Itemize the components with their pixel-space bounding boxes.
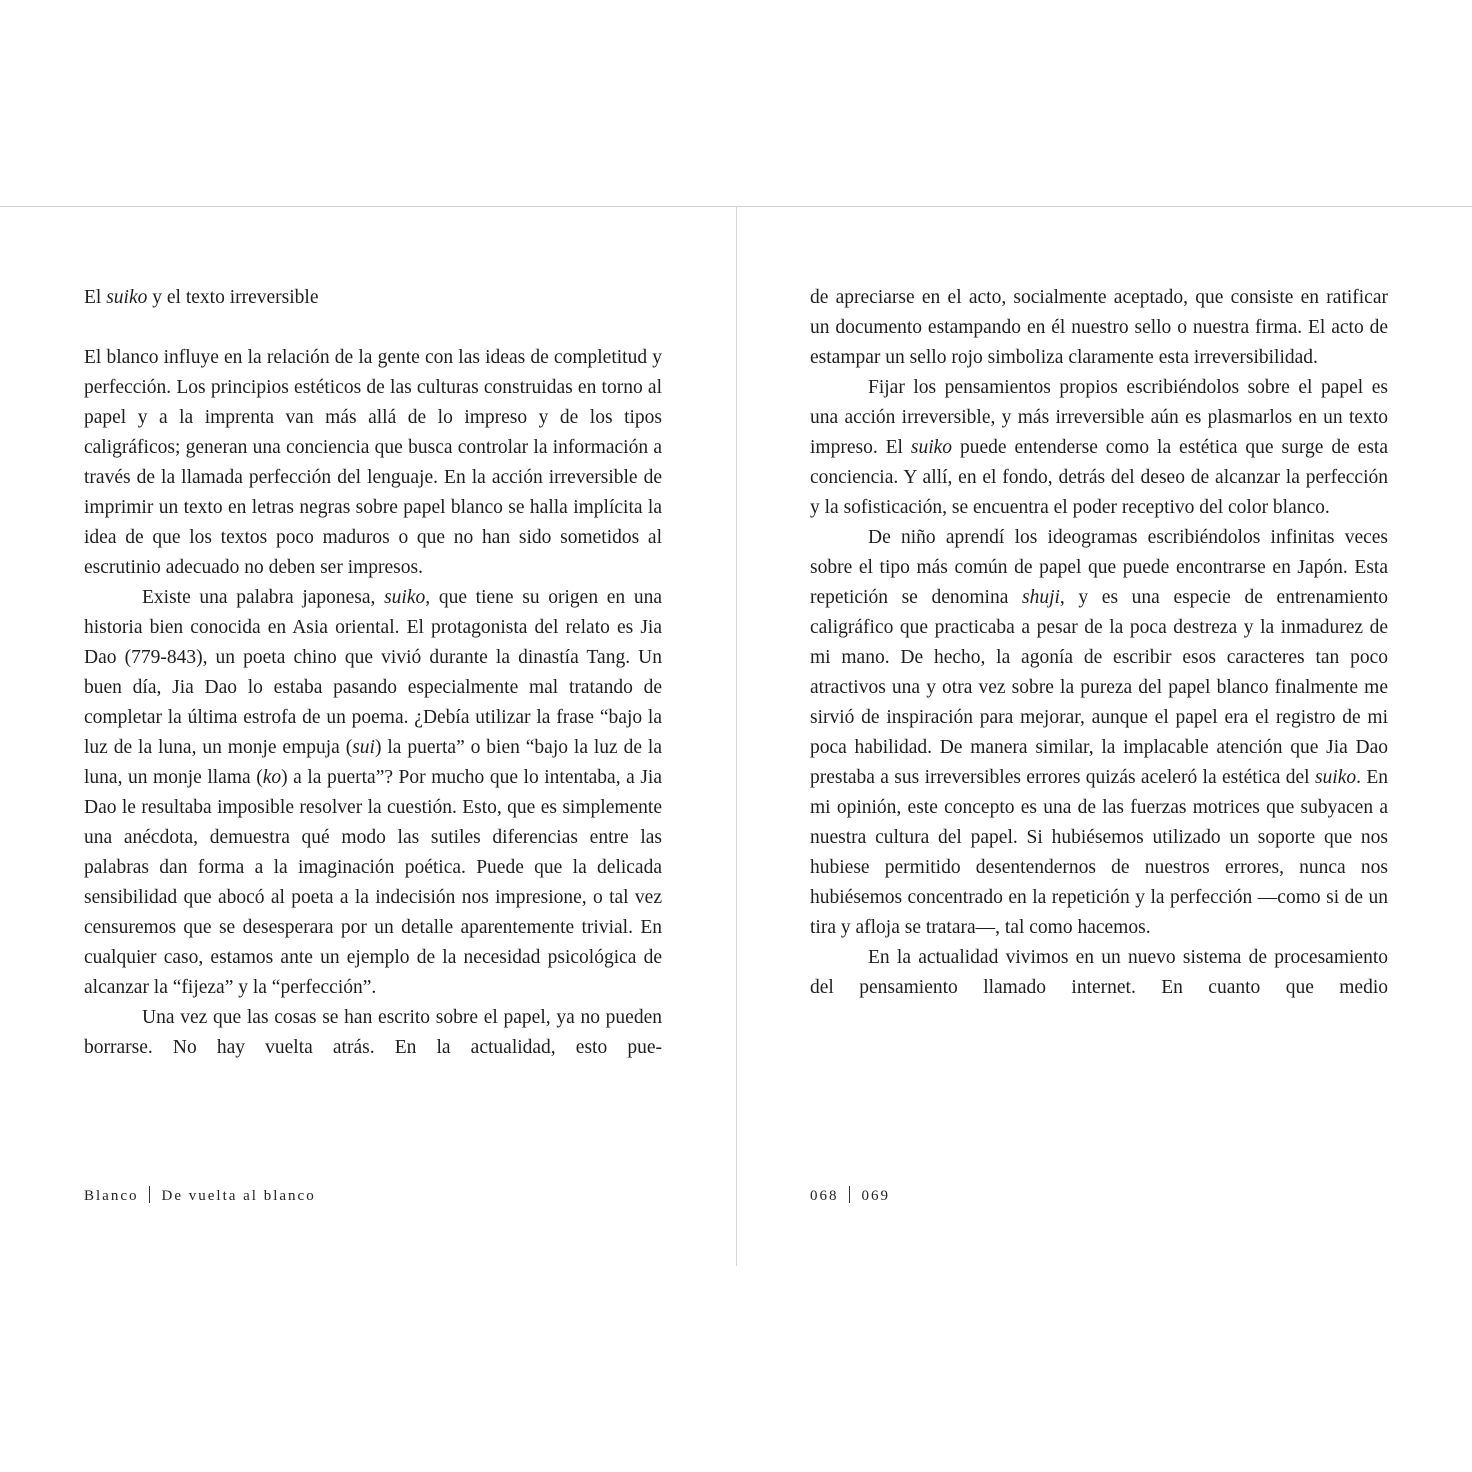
right-page-body — [810, 283, 1388, 1003]
text-run: de apreciarse en el acto, socialmente aceptado, que consiste en ratificar un documento estampando en él nuestro sello o nuestra firma. El acto de estampar un sello rojo simboliza claramente esta irreversibilidad. — [810, 287, 1388, 368]
page-numbers — [810, 1185, 890, 1207]
page-number-right: 069 — [861, 1188, 890, 1204]
paragraph — [810, 523, 1388, 943]
text-run: , que tiene su origen en una historia bien conocida en Asia oriental. El protagonista del relato es Jia Dao (779-843), un poeta chino que vivió durante la dinastía Tang. Un buen día, Jia Dao lo estaba pasando especialmente mal tratando de completar la última estrofa de un poema. ¿Debía utilizar la frase “bajo la luz de la luna, un monje empuja ( — [84, 587, 662, 758]
left-page — [84, 283, 662, 1063]
text-run: El blanco influye en la relación de la gente con las ideas de completitud y perfección. Los principios estéticos de las culturas construidas en torno al papel y a la imprenta van más allá de lo impreso y de los tipos caligráficos; generan una conciencia que busca controlar la información a través de la llamada perfección del lenguaje. En la acción irreversible de imprimir un texto en letras negras sobre papel blanco se halla implícita la idea de que los textos poco maduros o que no han sido sometidos al escrutinio adecuado no deben ser impresos. — [84, 347, 662, 578]
italic-term: shuji — [1021, 587, 1060, 608]
section-title-part: El — [84, 287, 107, 308]
paragraph — [810, 943, 1388, 1003]
chapter-title: De vuelta al blanco — [161, 1188, 316, 1204]
text-run: ) la puerta” o bien “bajo la luz de la luna, un monje llama ( — [84, 737, 662, 788]
italic-term: suiko — [1314, 767, 1357, 788]
text-run: De niño aprendí los ideogramas escribiéndolos infinitas veces sobre el tipo más común de papel que puede encontrarse en Japón. Esta repetición se denomina — [810, 527, 1388, 608]
text-run: Fijar los pensamientos propios escribiéndolos sobre el papel es una acción irreversible, y más irreversible aún es plasmarlos en un texto impreso. El — [810, 377, 1388, 458]
left-page-body — [84, 343, 662, 1063]
italic-term: suiko — [384, 587, 426, 608]
running-footer — [84, 1185, 316, 1207]
page-number-left: 068 — [810, 1188, 839, 1204]
paragraph — [810, 373, 1388, 523]
paragraph — [84, 343, 662, 583]
italic-term: ko — [262, 767, 282, 788]
text-run: Existe una palabra japonesa, — [142, 587, 385, 608]
paragraph — [84, 1003, 662, 1063]
book-title: Blanco — [84, 1188, 139, 1204]
section-title-part: y el texto irreversible — [147, 287, 319, 308]
right-page — [810, 283, 1388, 1003]
text-run: puede entenderse como la estética que surge de esta conciencia. Y allí, en el fondo, detrás del deseo de alcanzar la perfección y la sofisticación, se encuentra el poder receptivo del color blanco. — [810, 437, 1388, 518]
italic-term: suiko — [910, 437, 953, 458]
page-gutter — [736, 206, 737, 1266]
text-run: Una vez que las cosas se han escrito sobre el papel, ya no pueden borrarse. No hay vuelta atrás. En la actualidad, esto pue- — [84, 1007, 662, 1058]
text-run: ) a la puerta”? Por mucho que lo intentaba, a Jia Dao le resultaba imposible resolver la cuestión. Esto, que es simplemente una anécdota, demuestra qué modo las sutiles diferencias entre las palabras dan forma a la imaginación poética. Puede que la delicada sensibilidad que abocó al poeta a la indecisión nos impresione, o tal vez censuremos que se desesperara por un detalle aparentemente trivial. En cualquier caso, estamos ante un ejemplo de la necesidad psicológica de alcanzar la “fijeza” y la “perfección”. — [84, 767, 662, 998]
text-run: , y es una especie de entrenamiento caligráfico que practicaba a pesar de la poca destreza y la inmadurez de mi mano. De hecho, la agonía de escribir esos caracteres tan poco atractivos una y otra vez sobre la pureza del papel blanco finalmente me sirvió de inspiración para mejorar, aunque el papel era el registro de mi poca habilidad. De manera similar, la implacable atención que Jia Dao prestaba a sus irreversibles errores quizás aceleró la estética del — [810, 587, 1389, 788]
paragraph — [810, 283, 1388, 373]
footer-separator — [849, 1186, 850, 1203]
text-run: En la actualidad vivimos en un nuevo sistema de procesamiento del pensamiento llamado internet. En cuanto que medio — [810, 947, 1388, 998]
footer-separator — [149, 1186, 150, 1203]
text-run: . En mi opinión, este concepto es una de las fuerzas motrices que subyacen a nuestra cultura del papel. Si hubiésemos utilizado un soporte que nos hubiese permitido desentendernos de nuestros errores, nunca nos hubiésemos concentrado en la repetición y la perfección —como si de un tira y afloja se tratara—, tal como hacemos. — [810, 767, 1388, 938]
section-title — [84, 283, 662, 313]
section-title-italic: suiko — [106, 287, 148, 308]
paragraph — [84, 583, 662, 1003]
italic-term: sui — [352, 737, 375, 758]
